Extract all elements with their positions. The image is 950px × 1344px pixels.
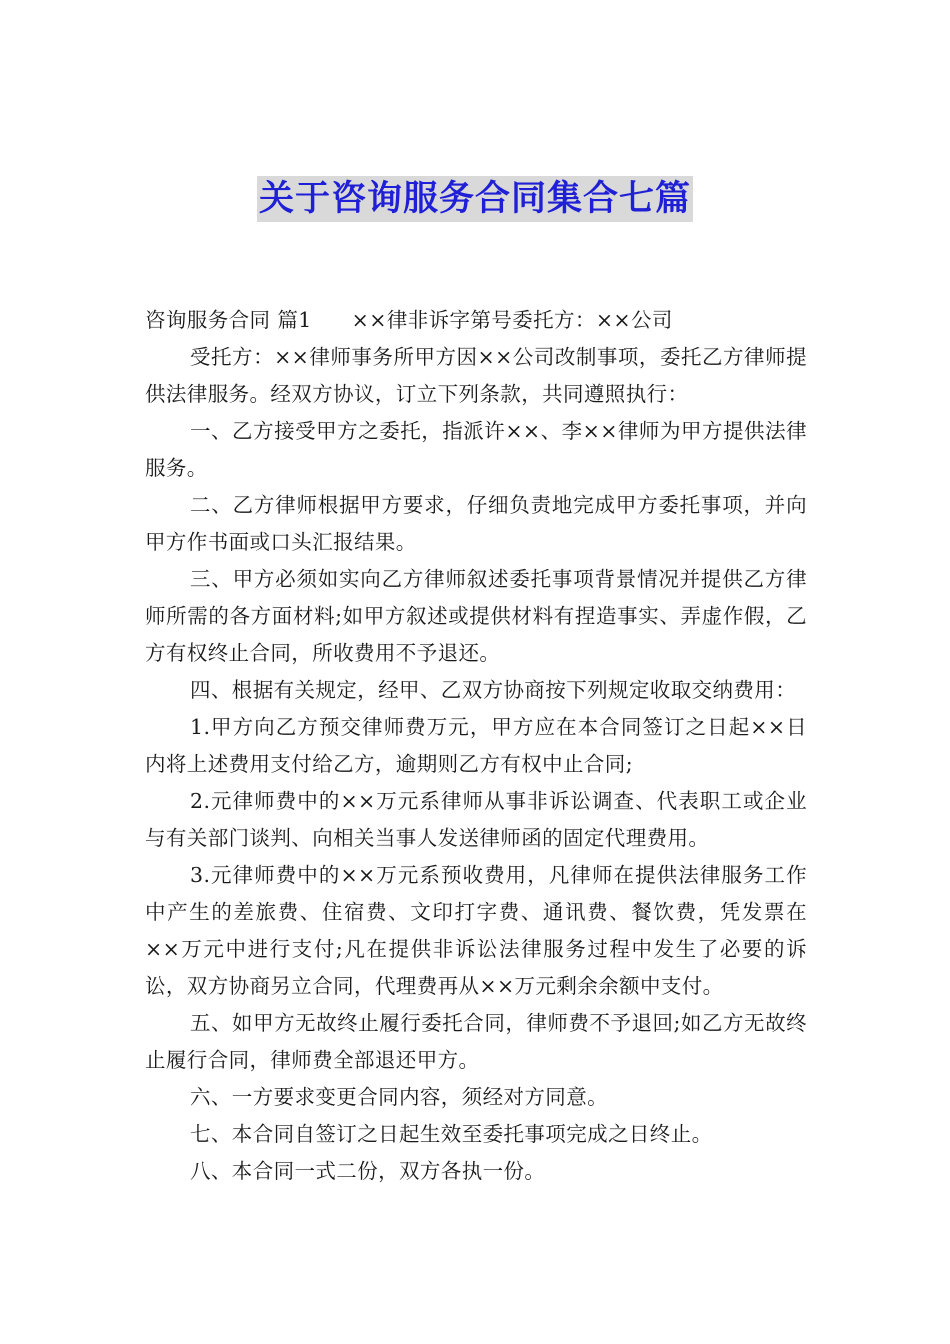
first-line-text: ××律非诉字第号委托方：××公司 [351, 308, 673, 332]
title-area [0, 176, 950, 222]
paragraph: 三、甲方必须如实向乙方律师叙述委托事项背景情况并提供乙方律师所需的各方面材料;如甲方叙述或提供材料有捏造事实、弄虚作假，乙方有权终止合同，所收费用不予退还。 [145, 567, 807, 665]
paragraph: 五、如甲方无故终止履行委托合同，律师费不予退回;如乙方无故终止履行合同，律师费全部退还甲方。 [145, 1011, 807, 1072]
paragraph: 1.甲方向乙方预交律师费万元，甲方应在本合同签订之日起××日内将上述费用支付给乙方，逾期则乙方有权中止合同; [145, 715, 807, 776]
first-line [145, 302, 807, 339]
paragraph: 四、根据有关规定，经甲、乙双方协商按下列规定收取交纳费用： [190, 678, 797, 702]
paragraph: 七、本合同自签订之日起生效至委托事项完成之日终止。 [190, 1122, 713, 1146]
paragraph: 六、一方要求变更合同内容，须经对方同意。 [190, 1085, 608, 1109]
document-body [145, 302, 807, 1190]
document-title: 关于咨询服务合同集合七篇 [257, 176, 693, 222]
paragraph: 八、本合同一式二份，双方各执一份。 [190, 1159, 546, 1183]
paragraph: 3.元律师费中的××万元系预收费用，凡律师在提供法律服务工作中产生的差旅费、住宿费、文印打字费、通讯费、餐饮费，凭发票在××万元中进行支付;凡在提供非诉讼法律服务过程中发生了必要的诉讼，双方协商另立合同，代理费再从××万元剩余余额中支付。 [145, 863, 807, 998]
paragraph: 二、乙方律师根据甲方要求，仔细负责地完成甲方委托事项，并向甲方作书面或口头汇报结果。 [145, 493, 807, 554]
paragraph: 受托方：××律师事务所甲方因××公司改制事项，委托乙方律师提供法律服务。经双方协议，订立下列条款，共同遵照执行： [145, 345, 807, 406]
paragraph: 2.元律师费中的××万元系律师从事非诉讼调查、代表职工或企业与有关部门谈判、向相关当事人发送律师函的固定代理费用。 [145, 789, 807, 850]
section-heading: 咨询服务合同 篇1 [145, 308, 312, 332]
paragraph: 一、乙方接受甲方之委托，指派许××、李××律师为甲方提供法律服务。 [145, 419, 807, 480]
